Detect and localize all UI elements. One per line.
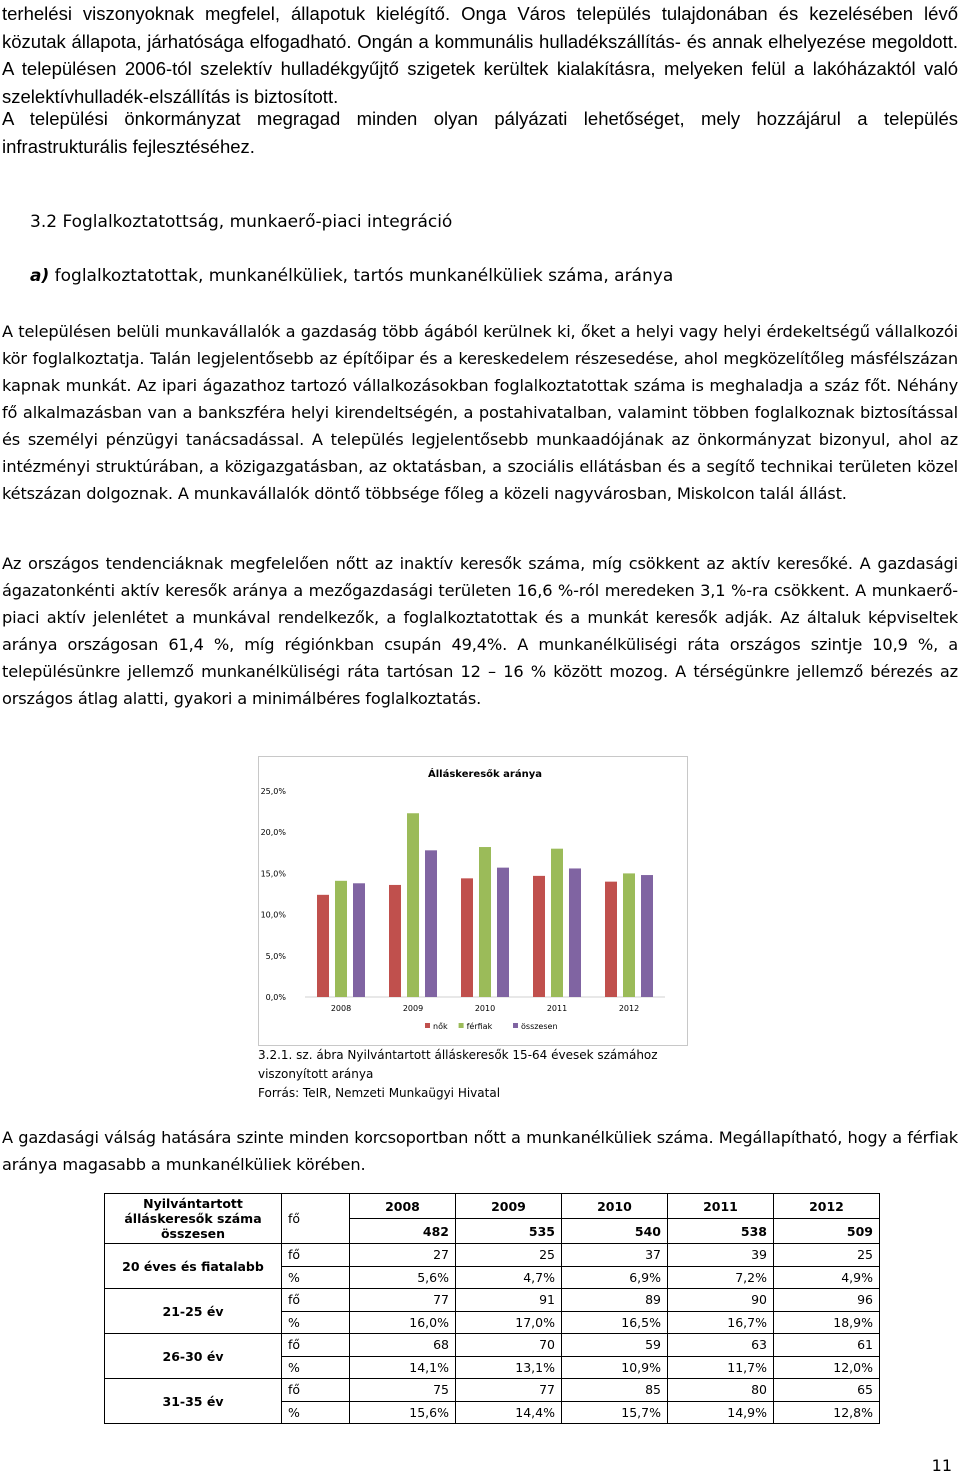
table-row — [105, 1289, 880, 1312]
table-unit-cell: % — [282, 1356, 350, 1379]
table-unit-cell: fő — [282, 1244, 350, 1267]
legend-swatch-nők — [425, 1023, 430, 1028]
table-unit-cell: % — [282, 1401, 350, 1424]
table-value-cell: 85 — [562, 1379, 668, 1402]
bar-összesen-2011 — [569, 868, 581, 997]
table-value-cell: 63 — [668, 1334, 774, 1357]
table-year-header: 2010 — [562, 1194, 668, 1219]
table-header-unit: fő — [282, 1194, 350, 1244]
bar-nők-2009 — [389, 885, 401, 997]
table-header-row — [105, 1194, 880, 1219]
table-value-cell: 75 — [350, 1379, 456, 1402]
bar-nők-2012 — [605, 882, 617, 997]
x-tick-label: 2008 — [330, 1004, 352, 1013]
legend-swatch-férfiak — [459, 1023, 464, 1028]
bar-összesen-2009 — [425, 850, 437, 997]
table-value-cell: 13,1% — [456, 1356, 562, 1379]
table-value-cell: 77 — [456, 1379, 562, 1402]
y-tick-label: 15,0% — [260, 869, 286, 879]
table-value-cell: 15,6% — [350, 1401, 456, 1424]
table-value-cell: 12,0% — [774, 1356, 880, 1379]
table-unit-cell: fő — [282, 1289, 350, 1312]
table-value-cell: 39 — [668, 1244, 774, 1267]
table-year-header: 2012 — [774, 1194, 880, 1219]
table-unit-cell: % — [282, 1311, 350, 1334]
bar-férfiak-2012 — [623, 873, 635, 997]
crisis-paragraph: A gazdasági válság hatására szinte minden korcsoportban nőtt a munkanélküliek száma. Megállapítható, hogy a férfiak aránya magasabb a munkanélküliek körében. — [2, 1128, 958, 1174]
table-unit-cell: fő — [282, 1379, 350, 1402]
table-total-cell: 482 — [350, 1219, 456, 1244]
table-year-header: 2009 — [456, 1194, 562, 1219]
table-value-cell: 14,1% — [350, 1356, 456, 1379]
caption-line-1: 3.2.1. sz. ábra Nyilvántartott álláskeresők 15-64 évesek számához — [258, 1048, 658, 1062]
legend-label: nők — [433, 1022, 448, 1031]
table-value-cell: 7,2% — [668, 1266, 774, 1289]
table-unit-cell: fő — [282, 1334, 350, 1357]
table-row — [105, 1379, 880, 1402]
table-total-cell: 540 — [562, 1219, 668, 1244]
bar-összesen-2010 — [497, 868, 509, 997]
table-value-cell: 17,0% — [456, 1311, 562, 1334]
table-value-cell: 4,7% — [456, 1266, 562, 1289]
table-unit-cell: % — [282, 1266, 350, 1289]
table-value-cell: 37 — [562, 1244, 668, 1267]
table-value-cell: 77 — [350, 1289, 456, 1312]
jobseekers-table — [104, 1193, 880, 1424]
table-total-cell: 509 — [774, 1219, 880, 1244]
table-value-cell: 25 — [774, 1244, 880, 1267]
x-tick-label: 2011 — [546, 1004, 568, 1013]
bar-férfiak-2010 — [479, 847, 491, 997]
table-group-label: 31-35 év — [105, 1379, 282, 1424]
table-year-header: 2011 — [668, 1194, 774, 1219]
table-value-cell: 5,6% — [350, 1266, 456, 1289]
table-value-cell: 16,0% — [350, 1311, 456, 1334]
chart-container — [258, 756, 688, 1046]
table-value-cell: 6,9% — [562, 1266, 668, 1289]
table-value-cell: 89 — [562, 1289, 668, 1312]
table-year-header: 2008 — [350, 1194, 456, 1219]
table-value-cell: 96 — [774, 1289, 880, 1312]
subsection-heading — [30, 266, 673, 286]
legend-swatch-összesen — [513, 1023, 518, 1028]
y-tick-label: 10,0% — [260, 910, 286, 920]
bar-nők-2011 — [533, 876, 545, 997]
table-value-cell: 59 — [562, 1334, 668, 1357]
table-value-cell: 16,7% — [668, 1311, 774, 1334]
table-value-cell: 91 — [456, 1289, 562, 1312]
table-group-label: 26-30 év — [105, 1334, 282, 1379]
bar-összesen-2012 — [641, 875, 653, 997]
x-tick-label: 2010 — [474, 1004, 496, 1013]
table-row — [105, 1244, 880, 1267]
table-value-cell: 18,9% — [774, 1311, 880, 1334]
table-value-cell: 27 — [350, 1244, 456, 1267]
bar-férfiak-2008 — [335, 881, 347, 997]
bar-nők-2010 — [461, 878, 473, 997]
table-total-cell: 535 — [456, 1219, 562, 1244]
table-row — [105, 1334, 880, 1357]
chart-caption — [258, 1046, 718, 1103]
table-value-cell: 25 — [456, 1244, 562, 1267]
intro-paragraph: terhelési viszonyoknak megfelel, állapotuk kielégítő. Onga Város település tulajdonában és kezelésében lévő közutak állapota, járhatósága elfogadható. Ongán a kommunális hulladékszállítás- és annak elhelyezése megoldott. A településen 2006-tól szelektív hulladékgyűjtő szigetek kerültek kialakításra, melyeken felül a lakóházaktól való szelektívhulladék-elszállítás is biztosított. — [2, 3, 958, 107]
table-header-label: Nyilvántartott álláskeresők száma összesen — [105, 1194, 282, 1244]
table-total-cell: 538 — [668, 1219, 774, 1244]
table-value-cell: 12,8% — [774, 1401, 880, 1424]
bar-férfiak-2009 — [407, 813, 419, 997]
table-value-cell: 65 — [774, 1379, 880, 1402]
table-value-cell: 11,7% — [668, 1356, 774, 1379]
page-number: 11 — [931, 1456, 952, 1475]
trends-paragraph: Az országos tendenciáknak megfelelően nőtt az inaktív keresők száma, míg csökkent az aktív keresőké. A gazdasági ágazatonkénti aktív keresők aránya a mezőgazdasági területen 16,6 %-ról meredeken 3,1 %-ra csökkent. A munkaerő-piaci aktív jelenlétet a munkával rendelkezők, a foglalkoztatottak és a munkát keresők adják. Az általuk képviseltek aránya országosan 61,4 %, míg régiónkban csupán 49,4%. A munkanélküliségi ráta országos szintje 10,9 %, a településünkre jellemző munkanélküliségi ráta tartósan 12 – 16 % között mozog. A térségünkre jellemző bérezés az országos átlag alatti, gyakori a minimálbéres foglalkoztatás. — [2, 554, 958, 708]
bar-nők-2008 — [317, 895, 329, 997]
caption-source: Forrás: TeIR, Nemzeti Munkaügyi Hivatal — [258, 1086, 501, 1100]
chart-title: Álláskeresők aránya — [428, 769, 542, 780]
table-group-label: 20 éves és fiatalabb — [105, 1244, 282, 1289]
table-value-cell: 14,9% — [668, 1401, 774, 1424]
table-value-cell: 70 — [456, 1334, 562, 1357]
table-value-cell: 68 — [350, 1334, 456, 1357]
legend-label: férfiak — [466, 1022, 493, 1031]
table-group-label: 21-25 év — [105, 1289, 282, 1334]
table-value-cell: 4,9% — [774, 1266, 880, 1289]
table-value-cell: 15,7% — [562, 1401, 668, 1424]
y-tick-label: 5,0% — [265, 951, 286, 961]
infrastructure-paragraph: A települési önkormányzat megragad minden olyan pályázati lehetőséget, mely hozzájárul a település infrastrukturális fejlesztéséhez. — [2, 108, 958, 157]
table-value-cell: 80 — [668, 1379, 774, 1402]
bar-összesen-2008 — [353, 883, 365, 997]
subsection-label: a) — [30, 266, 50, 286]
table-value-cell: 61 — [774, 1334, 880, 1357]
caption-line-2: viszonyított aránya — [258, 1067, 374, 1081]
legend-label: összesen — [521, 1022, 558, 1031]
x-tick-label: 2009 — [402, 1004, 424, 1013]
table-value-cell: 10,9% — [562, 1356, 668, 1379]
employment-paragraph: A településen belüli munkavállalók a gazdaság több ágából kerülnek ki, őket a helyi vagy helyi érdekeltségű vállalkozói kör foglalkoztatja. Talán legjelentősebb az építőipar és a kereskedelem részesedése, ahol megközelítőleg másfélszázan kapnak munkát. Az ipari ágazathoz tartozó vállalkozásokban foglalkoztatottak száma is meghaladja a száz főt. Néhány fő alkalmazásban van a bankszféra helyi kirendeltségén, a postahivatalban, valamint többen foglalkoznak biztosítással és személyi pénzügyi tanácsadással. A település legjelentősebb munkaadójának az önkormányzat bizonyul, ahol az intézményi struktúrában, a közigazgatásban, az oktatásban, a szociális ellátásban és a segítő technikai területen közel kétszázan dolgoznak. A munkavállalók döntő többsége főleg a közeli nagyvárosban, Miskolcon talál állást. — [2, 322, 958, 503]
section-heading-text: 3.2 Foglalkoztatottság, munkaerő-piaci integráció — [30, 212, 453, 232]
jobseekers-bar-chart — [259, 757, 687, 1045]
bar-férfiak-2011 — [551, 849, 563, 997]
y-tick-label: 0,0% — [265, 993, 286, 1002]
table-value-cell: 14,4% — [456, 1401, 562, 1424]
x-tick-label: 2012 — [618, 1004, 640, 1013]
table-value-cell: 90 — [668, 1289, 774, 1312]
table-value-cell: 16,5% — [562, 1311, 668, 1334]
section-heading — [30, 212, 452, 232]
y-tick-label: 25,0% — [260, 787, 286, 796]
y-tick-label: 20,0% — [260, 828, 286, 838]
subsection-text: foglalkoztatottak, munkanélküliek, tartós munkanélküliek száma, aránya — [54, 266, 674, 286]
